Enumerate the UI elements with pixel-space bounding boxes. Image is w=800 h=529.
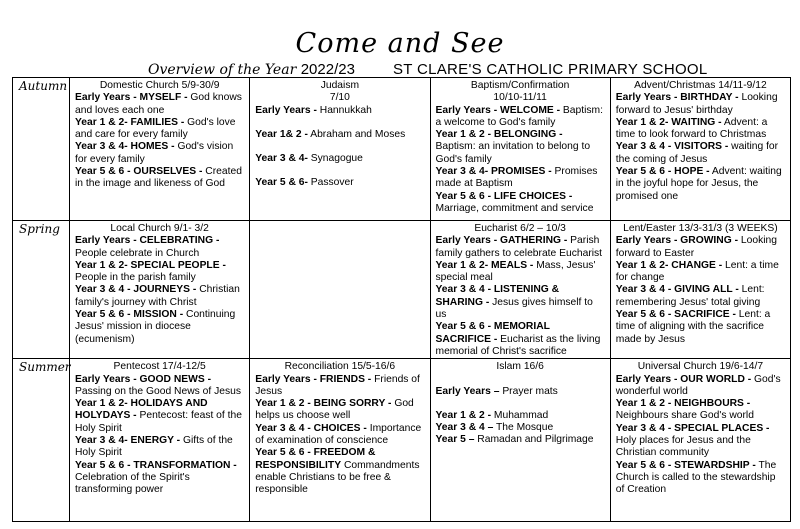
year-group-title: Year 5 & 6- [255,177,308,189]
year-group-title: Year 5 & 6 - FREEDOM & RESPONSIBILITY [255,447,376,471]
school-name: ST CLARE'S CATHOLIC PRIMARY SCHOOL [393,61,708,78]
year-group-line [436,386,605,398]
year-group-description: Ramadan and Pilgrimage [474,434,594,446]
term-row-spring [13,221,791,359]
year-group-title: Year 3 & 4 - VISITORS - [615,141,729,153]
topic-header: Baptism/Confirmation [470,80,570,91]
year-group-title: Year 3 & 4 - GIVING ALL - [615,284,739,296]
year-group-line [616,235,785,260]
year-group-title: Early Years - OUR WORLD - [615,373,752,385]
year-group-description: Lent: a time of aligning with the sacrifice made by Jesus [615,309,771,345]
year-group-description: The Church is called to the stewardship of Creation [615,459,777,496]
year-group-description: God's wonderful world [615,373,781,397]
topic-dates: 10/10-11/11 [493,92,547,104]
spacer [255,165,424,177]
year-group-line [616,260,785,285]
year-group-line [255,447,424,496]
year-group-line [75,260,244,285]
year-group-line [255,398,424,423]
year-group-title: Year 5 & 6 - HOPE - [615,166,710,178]
year-group-title: Early Years - [255,104,317,116]
year-group-description: Continuing Jesus' mission in diocese (ecumenism) [75,309,236,345]
year-group-line [616,374,785,399]
topic-cell [250,359,430,522]
year-group-line [616,460,785,497]
year-group-line [436,235,605,260]
year-group-title: Year 1 & 2- WAITING - [615,116,722,128]
overview-text: Overview of the Year [148,62,297,78]
topic-cell [70,221,250,359]
year-group-description: Baptism: an invitation to belong to God's family [435,141,591,165]
year-group-description: Muhammad [491,409,549,421]
topic-header: Domestic Church 5/9-30/9 [99,80,220,91]
year-group-line [616,141,785,166]
year-group-title: Year 5 & 6 - LIFE CHOICES - [435,190,573,202]
topic-header: Islam 16/6 [496,361,544,373]
topic-cell [430,78,610,221]
topic-header: Advent/Christmas 14/11-9/12 [634,80,767,91]
topic-header: Reconciliation 15/5-16/6 [284,361,396,373]
year-group-description: God's vision for every family [75,141,234,165]
year-group-line [75,460,244,497]
topic-header: Universal Church 19/6-14/7 [637,361,764,373]
year-group-description: Advent: a time to look forward to Christmas [615,116,768,141]
year-group-line [255,105,424,117]
term-label: Summer [13,359,70,522]
year-group-description: People celebrate in Church [75,247,200,259]
year-group-description: Pentecost: feast of the Holy Spirit [75,410,242,434]
topic-cell [70,78,250,221]
year-group-line [436,284,605,321]
year-group-description: Friends of Jesus [255,373,420,397]
year-group-description: Abraham and Moses [307,128,406,140]
year-group-line [436,191,605,216]
year-group-description: Parish family gathers to celebrate Eucharist [435,235,603,259]
topic-cell [250,78,430,221]
year-group-description: Celebration of the Spirit's transforming power [75,471,190,496]
year-group-title: Year 3 & 4 - CHOICES - [255,422,367,434]
year-group-line [436,129,605,166]
year-group-line [255,177,424,189]
year-group-description: Prayer mats [499,385,558,397]
year-group-description: Advent: waiting in the joyful hope for Jesus, the promised one [615,166,782,202]
year-group-description: Commandments enable Christians to be free & responsible [255,459,420,496]
year-group-description: Mass, Jesus' special meal [435,259,596,284]
year-group-title: Year 1 & 2- FAMILIES - [75,116,185,128]
spacer [255,141,424,153]
year-group-title: Year 1 & 2 - [435,409,492,421]
year-group-title: Year 5 & 6 - MISSION - [75,309,184,321]
year-group-description: Hannukkah [316,104,372,116]
year-group-line [75,141,244,166]
year-group-title: Early Years - WELCOME - [435,104,561,116]
year-group-description: Importance of examination of conscience [255,422,422,447]
topic-cell [430,221,610,359]
topic-header: Judaism [320,80,360,91]
year-group-description: Jesus gives himself to us [435,296,593,321]
topic-header: Pentecost 17/4-12/5 [113,361,206,373]
year-group-description: God's love and care for every family [75,116,236,141]
year-group-line [616,398,785,423]
year-group-line [436,422,605,434]
year-group-line [616,423,785,460]
year-group-line [616,92,785,117]
year-group-title: Year 5 – [435,434,475,446]
year-group-description: Eucharist as the living memorial of Christ's sacrifice [435,333,601,357]
year-group-line [255,129,424,141]
year-group-description: God helps us choose well [255,398,414,422]
year-group-line [255,153,424,165]
year-group-line [616,309,785,346]
year-group-description: Holy places for Jesus and the Christian community [615,435,751,459]
year: 2022/23 [300,61,355,78]
year-group-title: Year 1 & 2- SPECIAL PEOPLE - [75,259,226,271]
topic-cell [610,359,790,522]
year-group-title: Early Years - BIRTHDAY - [615,92,739,104]
term-label: Autumn [13,78,70,221]
year-group-title: Year 3 & 4 – [435,422,494,434]
year-group-line [436,321,605,358]
year-group-title: Year 3 & 4 - LISTENING & SHARING - [435,284,560,308]
year-group-line [616,117,785,142]
year-group-description: Christian family's journey with Christ [75,284,240,308]
year-group-title: Year 5 & 6 - MEMORIAL SACRIFICE - [435,321,550,345]
year-group-description: Promises made at Baptism [435,166,598,190]
year-group-title: Early Years - GATHERING - [435,235,568,247]
year-group-title: Year 5 & 6 - STEWARDSHIP - [615,459,756,471]
overview-table [12,77,791,522]
year-group-description: waiting for the coming of Jesus [615,141,779,165]
year-group-title: Early Years - CELEBRATING - [75,235,220,247]
year-group-description: Looking forward to Jesus' birthday [615,92,778,116]
year-group-title: Year 3 & 4 - SPECIAL PLACES - [615,422,770,434]
year-group-description: Passover [307,177,354,189]
year-group-line [436,260,605,285]
year-group-title: Year 3 & 4- [255,153,308,165]
year-group-title: Year 3 & 4- ENERGY - [75,435,181,447]
topic-cell [610,221,790,359]
term-row-summer [13,359,791,522]
topic-dates: 7/10 [329,92,350,104]
year-group-description: Marriage, commitment and service [435,202,594,214]
year-group-title: Year 3 & 4- PROMISES - [435,166,552,178]
year-group-title: Year 1& 2 - [255,128,308,140]
topic-cell [250,221,430,359]
year-group-line [75,284,244,309]
year-group-line [436,105,605,130]
year-group-description: Lent: remembering Jesus' total giving [615,284,765,308]
year-group-description: Synagogue [307,153,363,165]
year-group-title: Year 1 & 2 - BEING SORRY - [255,398,392,410]
year-group-description: Neighbours share God's world [615,410,754,422]
year-group-description: Gifts of the Holy Spirit [75,435,233,459]
year-group-line [75,309,244,346]
year-group-description: God knows and loves each one [75,92,242,116]
year-group-description: Baptism: a welcome to God's family [435,104,603,128]
spacer [436,374,605,386]
year-group-line [75,117,244,142]
year-group-line [75,398,244,435]
year-group-title: Year 3 & 4- HOMES - [75,141,175,153]
year-group-title: Year 1 & 2- HOLIDAYS AND HOLYDAYS - [75,398,208,422]
topic-header: Lent/Easter 13/3-31/3 (3 WEEKS) [623,223,778,234]
year-group-line [616,166,785,203]
term-row-autumn [13,78,791,221]
year-group-description: Lent: a time for change [615,259,779,284]
year-group-line [436,434,605,446]
year-group-title: Early Years - FRIENDS - [255,373,372,385]
year-group-line [436,166,605,191]
year-group-title: Year 1 & 2 - BELONGING - [435,129,563,141]
year-group-line [75,374,244,399]
year-group-line [255,374,424,399]
term-label: Spring [13,221,70,359]
year-group-title: Year 5 & 6 - TRANSFORMATION - [75,459,237,471]
year-group-title: Early Years – [435,385,500,397]
year-group-line [616,284,785,309]
page-title: Come and See [295,28,505,59]
year-group-line [75,435,244,460]
year-group-title: Early Years - MYSELF - [75,92,188,104]
year-group-title: Year 1 & 2- CHANGE - [615,259,723,271]
spacer [255,117,424,129]
topic-header: Eucharist 6/2 – 10/3 [474,223,566,234]
year-group-title: Year 5 & 6 - OURSELVES - [75,166,203,178]
year-group-line [255,423,424,448]
year-group-title: Year 5 & 6 - SACRIFICE - [615,309,736,321]
year-group-description: The Mosque [493,422,554,434]
year-group-title: Year 3 & 4 - JOURNEYS - [75,284,197,296]
year-group-description: Looking forward to Easter [615,235,777,259]
spacer [436,398,605,410]
year-group-title: Year 1 & 2 - NEIGHBOURS - [615,398,751,410]
year-group-title: Early Years - GOOD NEWS - [75,373,212,385]
year-group-description: Passing on the Good News of Jesus [75,385,241,397]
overview-label [148,61,355,78]
year-group-title: Early Years - GROWING - [615,235,739,247]
year-group-title: Year 1 & 2- MEALS - [435,259,534,271]
topic-cell [610,78,790,221]
year-group-description: Created in the image and likeness of God [75,166,242,190]
year-group-line [75,235,244,260]
year-group-description: People in the parish family [75,272,196,284]
topic-cell [430,359,610,522]
year-group-line [75,166,244,191]
year-group-line [75,92,244,117]
topic-cell [70,359,250,522]
year-group-line [436,410,605,422]
topic-header: Local Church 9/1- 3/2 [110,223,209,234]
